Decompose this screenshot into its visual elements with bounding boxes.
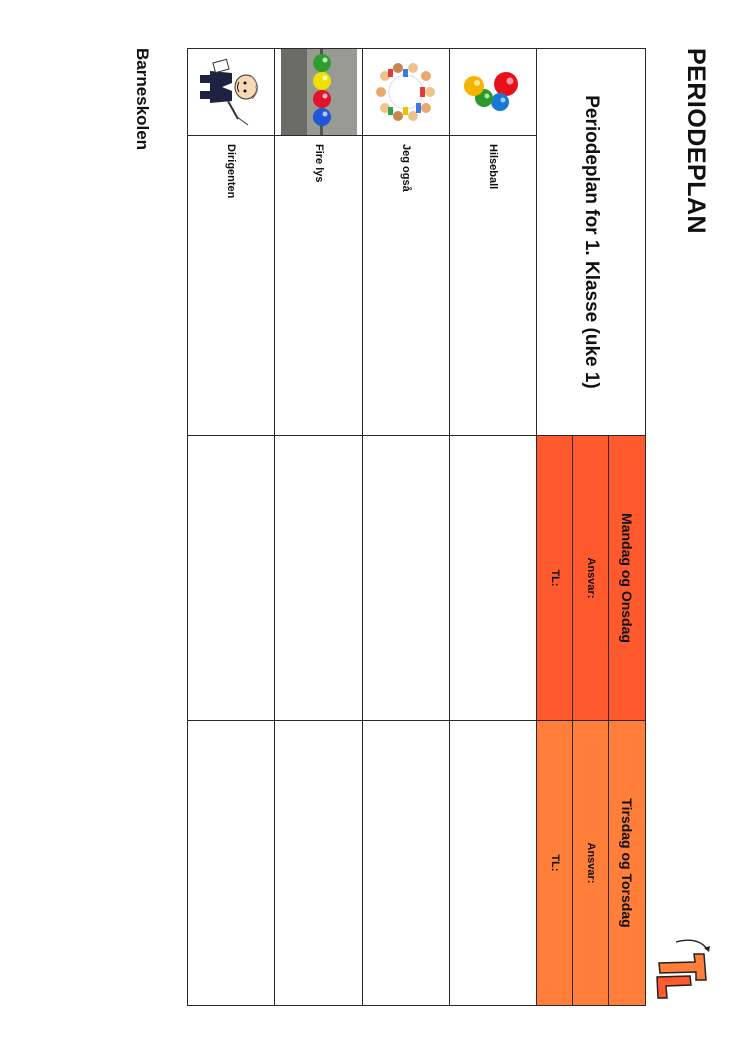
tl-mandag-onsdag: TL: — [537, 436, 573, 721]
header-tirsdag-torsdag: Tirsdag og Torsdag — [609, 721, 646, 1006]
schedule-cell[interactable] — [362, 436, 449, 721]
tl-tirsdag-torsdag: TL: — [537, 721, 573, 1006]
activity-name: Jeg også — [399, 144, 412, 192]
activity-name: Fire lys — [312, 144, 325, 183]
circle-of-children-icon — [363, 49, 449, 136]
activity-cell — [450, 49, 537, 436]
schedule-cell[interactable] — [188, 721, 275, 1006]
activity-cell — [362, 49, 449, 436]
page-title: PERIODEPLAN — [682, 48, 710, 235]
activity-row — [450, 49, 537, 1006]
page-footer: Barneskolen — [133, 48, 152, 151]
colored-balls-icon — [450, 49, 536, 136]
activity-name: Dirigenten — [225, 144, 238, 199]
conductor-icon — [188, 49, 274, 136]
schedule-cell[interactable] — [275, 436, 362, 721]
schedule-cell[interactable] — [450, 721, 537, 1006]
schedule-cell[interactable] — [362, 721, 449, 1006]
header-mandag-onsdag: Mandag og Onsdag — [609, 436, 646, 721]
tl-logo-icon — [650, 932, 718, 1004]
activity-row — [362, 49, 449, 1006]
responsible-tirsdag-torsdag: Ansvar: — [573, 721, 609, 1006]
traffic-lights-icon — [275, 49, 361, 136]
schedule-cell[interactable] — [450, 436, 537, 721]
activity-cell — [188, 49, 275, 436]
activity-row — [275, 49, 362, 1006]
tl-logo — [650, 932, 718, 1004]
schedule-cell[interactable] — [275, 721, 362, 1006]
schedule-cell[interactable] — [188, 436, 275, 721]
responsible-mandag-onsdag: Ansvar: — [573, 436, 609, 721]
period-plan-table — [187, 48, 646, 1006]
activity-cell — [275, 49, 362, 436]
activity-row — [188, 49, 275, 1006]
activity-name: Hilseball — [487, 144, 500, 190]
header-row-days — [609, 49, 646, 1006]
plan-title: Periodeplan for 1. Klasse (uke 1) — [537, 49, 646, 436]
